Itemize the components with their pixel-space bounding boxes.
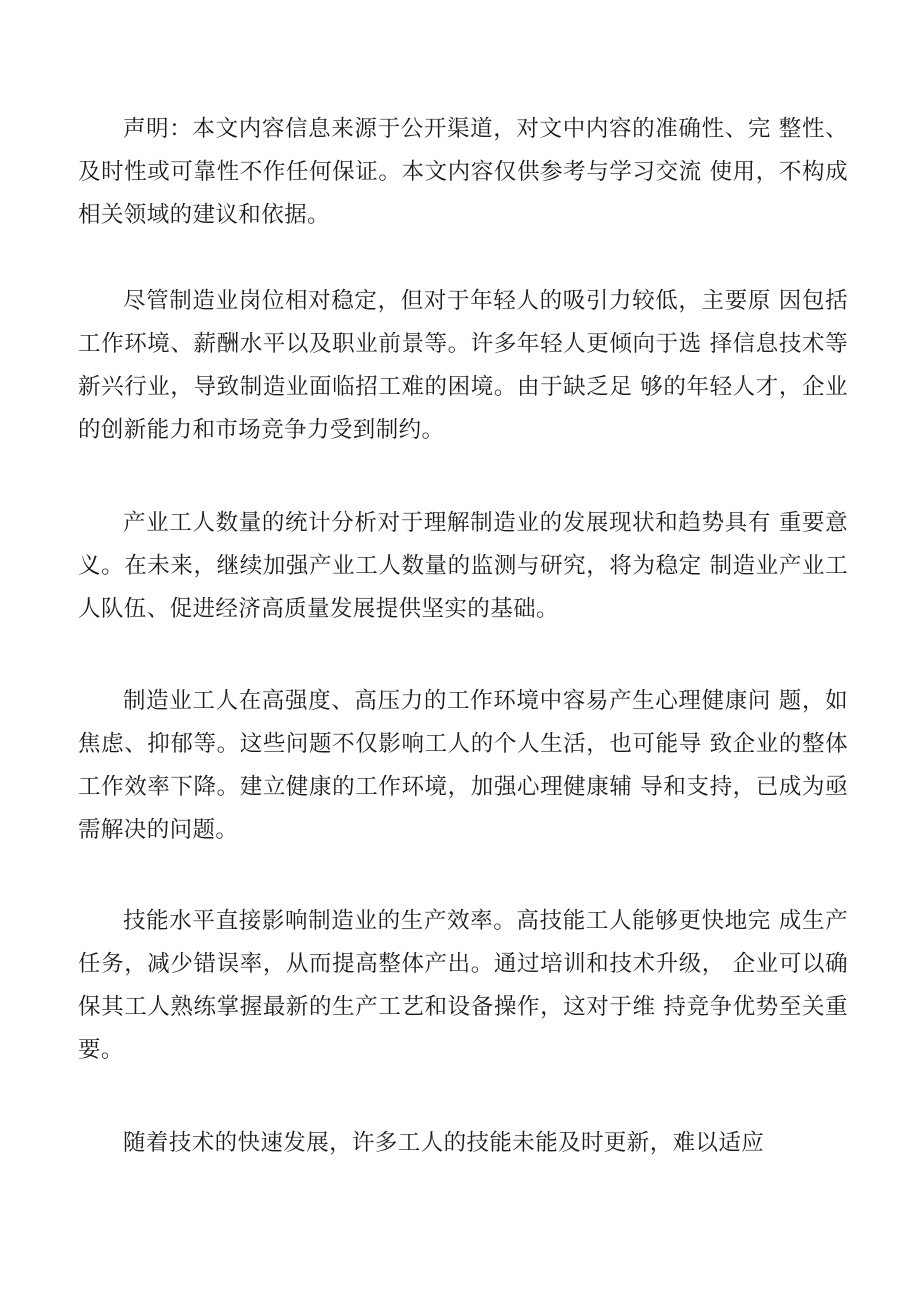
body-paragraph: 随着技术的快速发展，许多工人的技能未能及时更新，难以适应 [123, 1130, 765, 1156]
disclaimer-paragraph: 声明：本文内容信息来源于公开渠道，对文中内容的准确性、完 整性、及时性或可靠性不作任何保证。本文内容仅供参考与学习交流 使用，不构成相关领域的建议和依据。 [78, 116, 848, 228]
body-paragraph: 产业工人数量的统计分析对于理解制造业的发展现状和趋势具有 重要意义。在未来，继续加强产业工人数量的监测与研究，将为稳定 制造业产业工人队伍、促进经济高质量发展提供坚实的基础。 [78, 510, 848, 622]
body-paragraph: 技能水平直接影响制造业的生产效率。高技能工人能够更快地完 成生产任务，减少错误率，从而提高整体产出。通过培训和技术升级， 企业可以确保其工人熟练掌握最新的生产工艺和设备操作，这对于维 持竞争优势至关重要。 [78, 908, 848, 1063]
body-paragraph: 制造业工人在高强度、高压力的工作环境中容易产生心理健康问 题，如焦虑、抑郁等。这些问题不仅影响工人的个人生活，也可能导 致企业的整体工作效率下降。建立健康的工作环境，加强心理健康辅 导和支持，已成为亟需解决的问题。 [78, 688, 848, 843]
body-paragraph: 尽管制造业岗位相对稳定，但对于年轻人的吸引力较低，主要原 因包括工作环境、薪酬水平以及职业前景等。许多年轻人更倾向于选 择信息技术等新兴行业，导致制造业面临招工难的困境。由于缺乏足 够的年轻人才，企业的创新能力和市场竞争力受到制约。 [78, 288, 848, 443]
